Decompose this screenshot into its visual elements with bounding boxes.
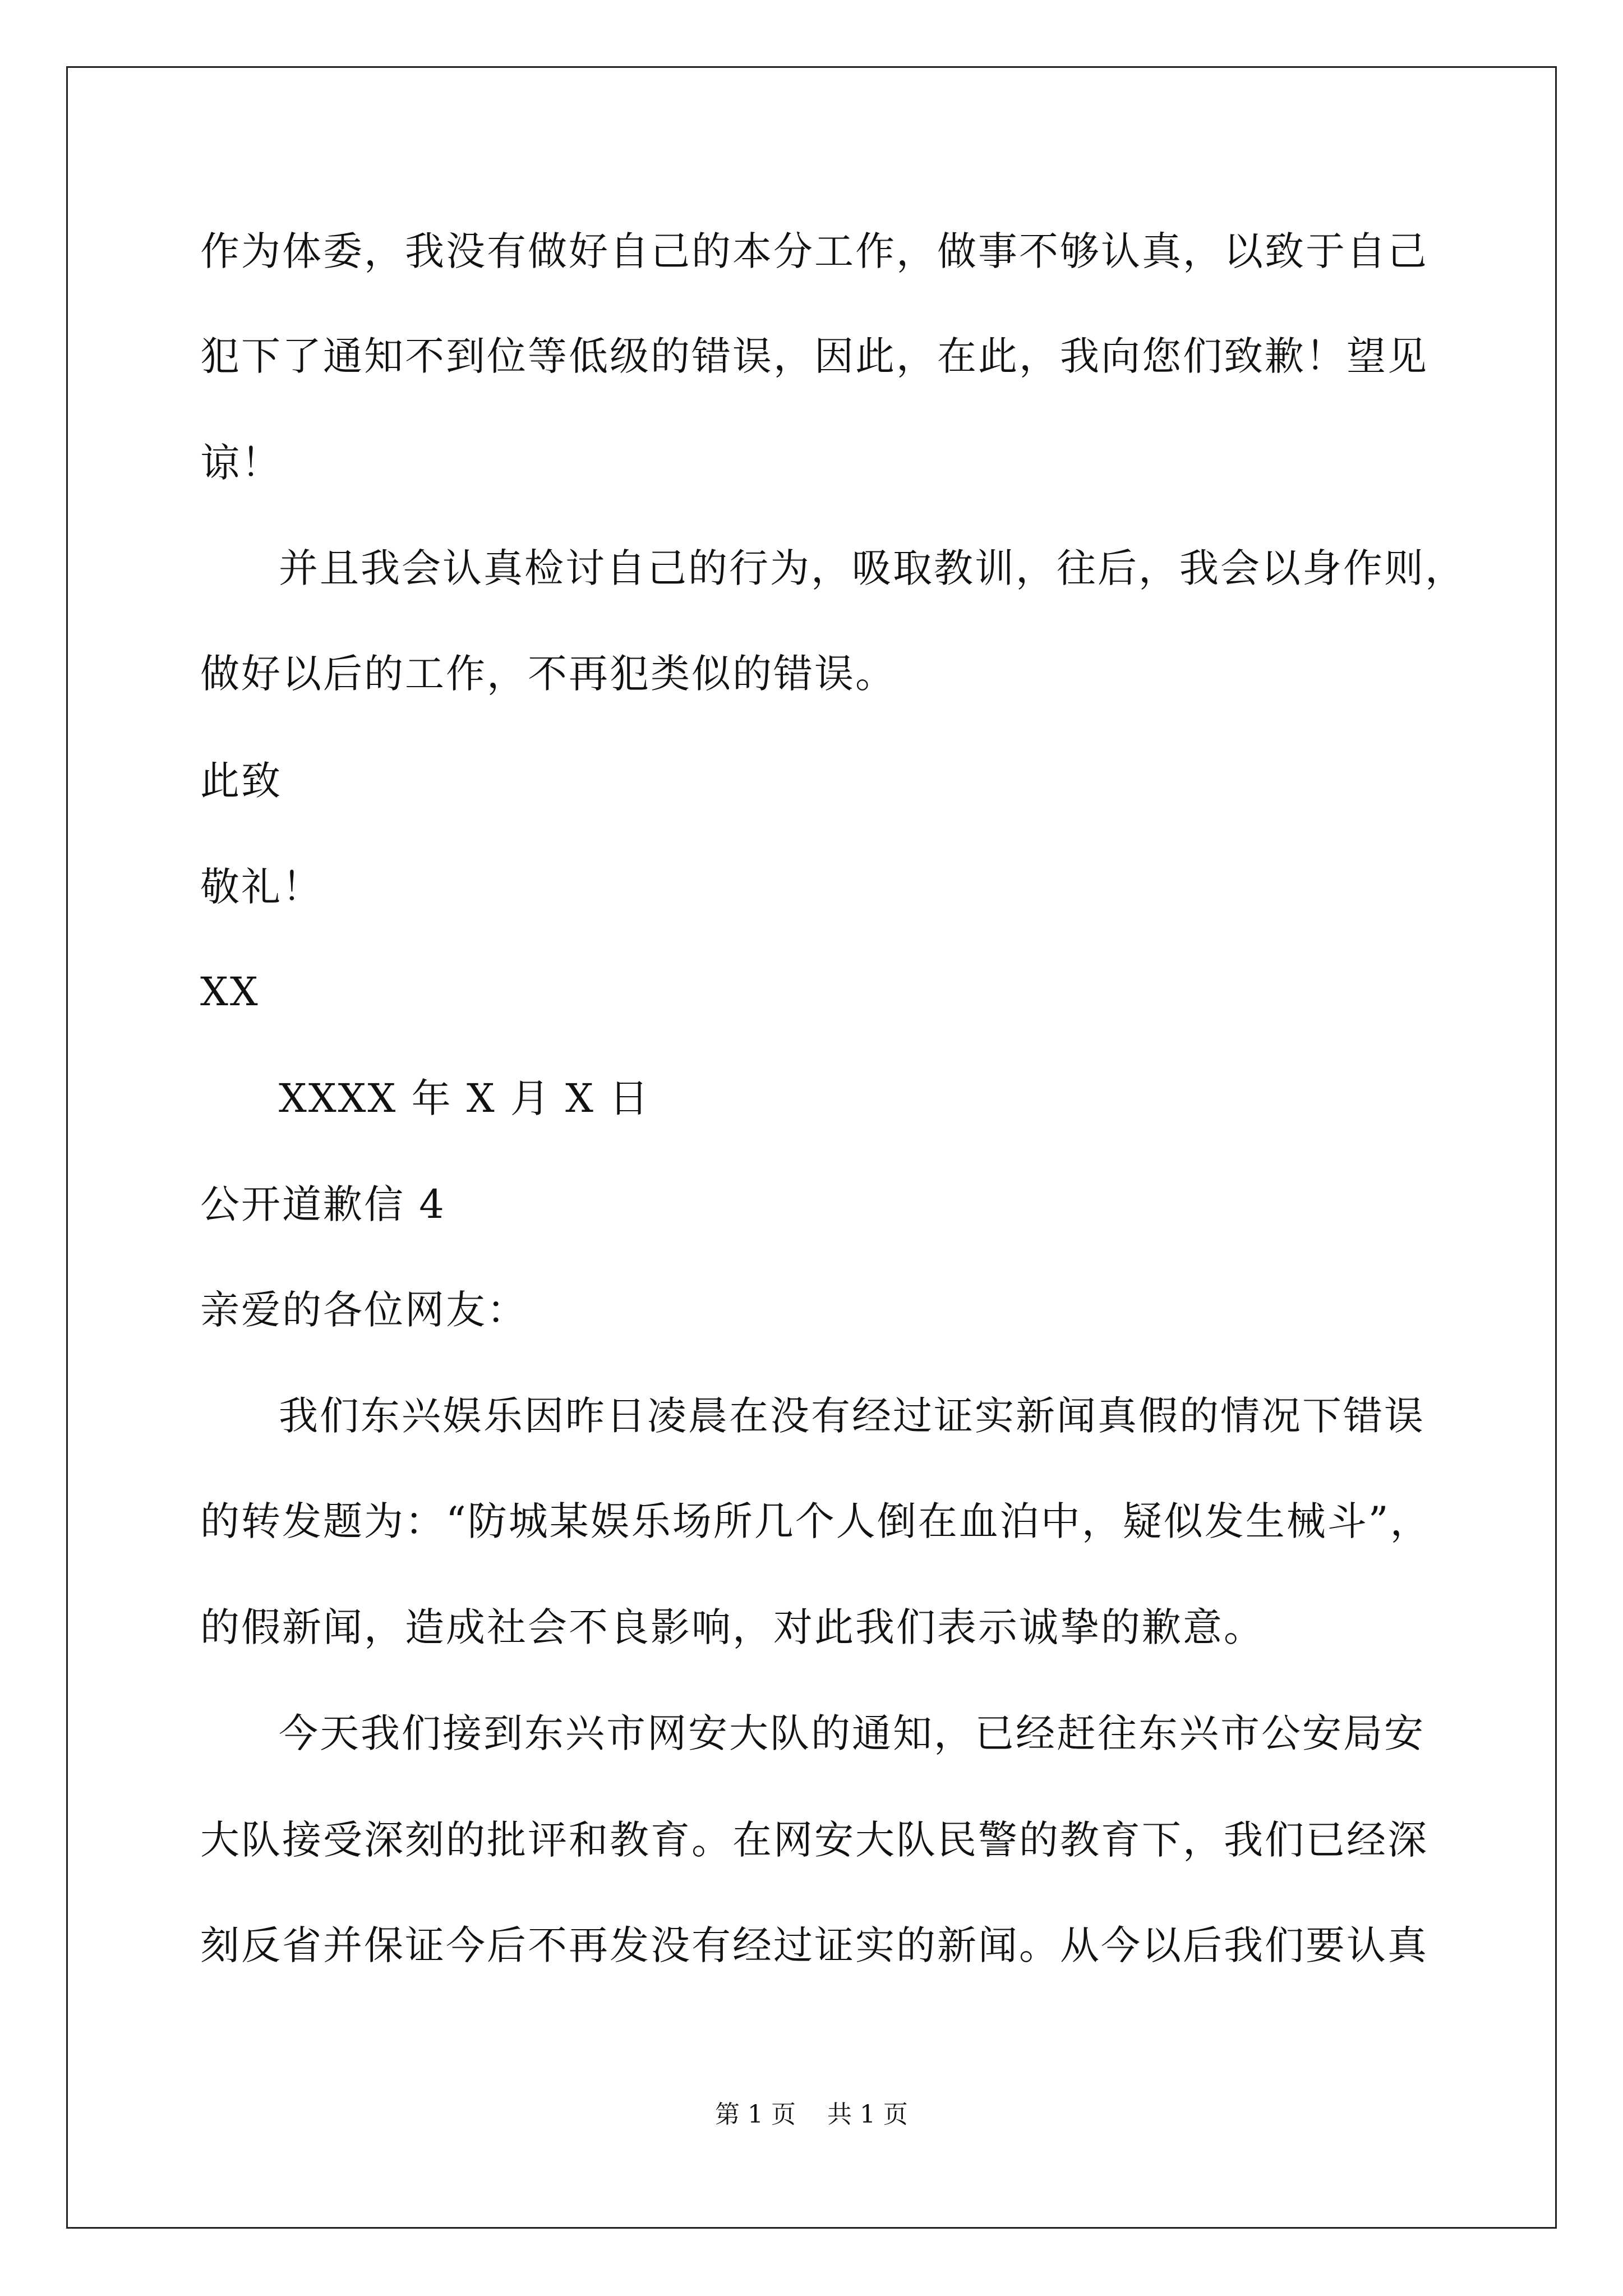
text-line: 的假新闻，造成社会不良影响，对此我们表示诚挚的歉意。 bbox=[200, 1604, 1265, 1650]
section-heading: 公开道歉信 4 bbox=[200, 1181, 446, 1227]
signature-date: XXXX 年 X 月 X 日 bbox=[279, 1075, 651, 1121]
text-line: 谅！ bbox=[200, 440, 282, 486]
text-line: 我们东兴娱乐因昨日凌晨在没有经过证实新闻真假的情况下错误 bbox=[279, 1393, 1425, 1439]
page-border bbox=[66, 66, 1557, 2229]
text-line: 今天我们接到东兴市网安大队的通知，已经赶往东兴市公安局安 bbox=[279, 1710, 1425, 1756]
text-line: 作为体委，我没有做好自己的本分工作，做事不够认真，以致于自己 bbox=[200, 228, 1428, 274]
text-line: 并且我会认真检讨自己的行为，吸取教训，往后，我会以身作则， bbox=[279, 545, 1466, 591]
text-line: 的转发题为：“防城某娱乐场所几个人倒在血泊中，疑似发生械斗”， bbox=[200, 1498, 1431, 1544]
text-line: 做好以后的工作，不再犯类似的错误。 bbox=[200, 651, 896, 697]
signature-name: XX bbox=[200, 969, 260, 1015]
closing-regards: 敬礼！ bbox=[200, 864, 323, 910]
letter-greeting: 亲爱的各位网友： bbox=[200, 1287, 528, 1333]
page-number-footer: 第 1 页 共 1 页 bbox=[715, 2100, 908, 2129]
text-line: 大队接受深刻的批评和教育。在网安大队民警的教育下，我们已经深 bbox=[200, 1817, 1428, 1863]
closing-salutation: 此致 bbox=[200, 758, 282, 804]
text-line: 犯下了通知不到位等低级的错误，因此，在此，我向您们致歉！望见 bbox=[200, 333, 1428, 379]
text-line: 刻反省并保证今后不再发没有经过证实的新闻。从今以后我们要认真 bbox=[200, 1922, 1428, 1968]
